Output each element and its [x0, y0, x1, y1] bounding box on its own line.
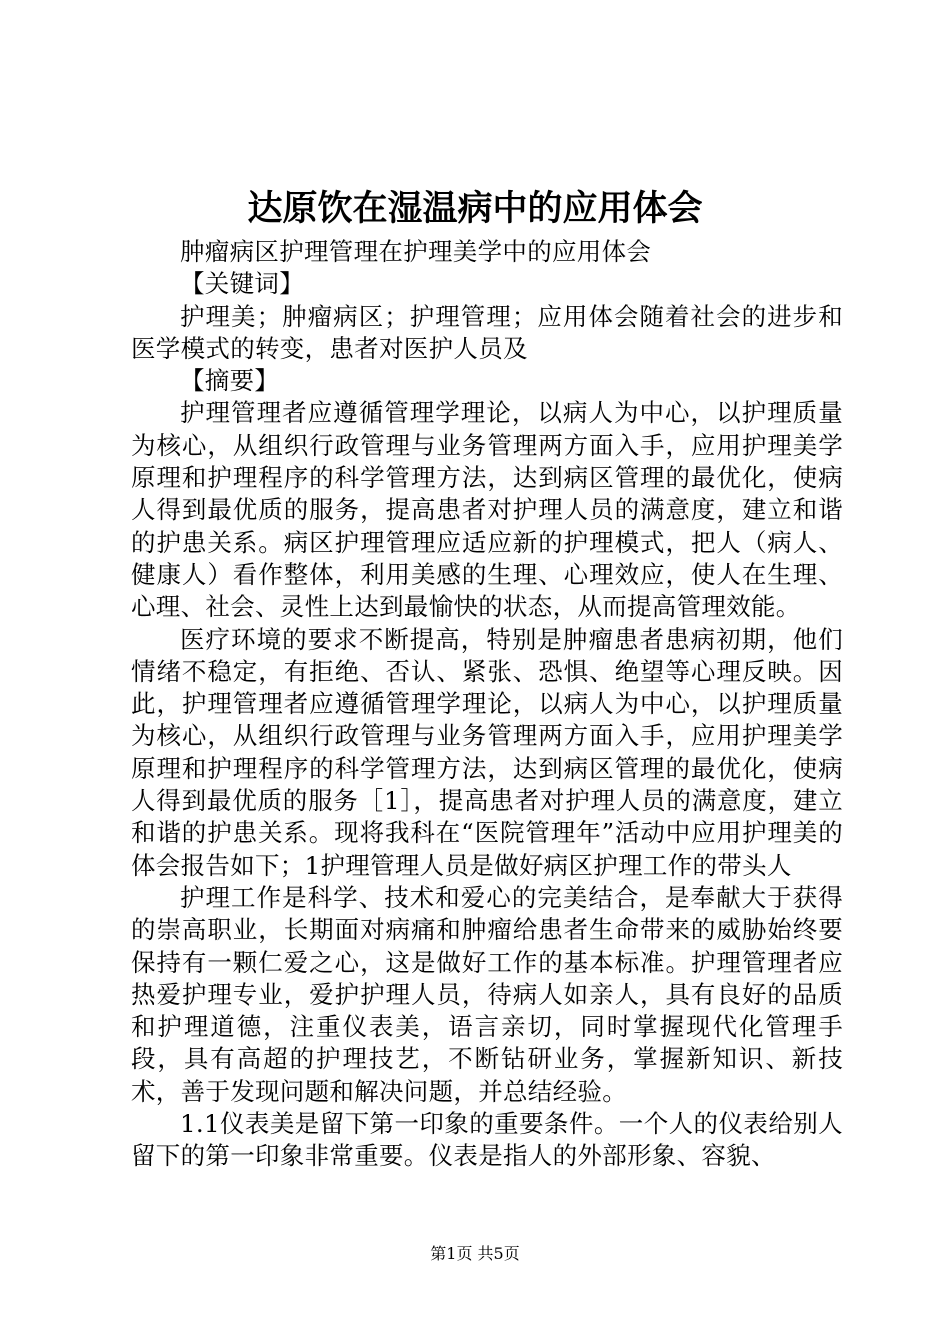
paragraph-body: 1.1仪表美是留下第一印象的重要条件。一个人的仪表给别人留下的第一印象非常重要。仪表是指人的外部形象、容貌、: [131, 1109, 843, 1171]
paragraph-abstract-heading: 【摘要】: [180, 366, 280, 396]
paragraph-body: 医疗环境的要求不断提高，特别是肿瘤患者患病初期，他们情绪不稳定，有拒绝、否认、紧张、恐惧、绝望等心理反映。因此，护理管理者应遵循管理学理论，以病人为中心，以护理质量为核心，从组织行政管理与业务管理两方面入手，应用护理美学原理和护理程序的科学管理方法，达到病区管理的最优化，使病人得到最优质的服务［1］，提高患者对护理人员的满意度，建立和谐的护患关系。现将我科在“医院管理年”活动中应用护理美的体会报告如下；1护理管理人员是做好病区护理工作的带头人: [131, 624, 843, 880]
document-body: [131, 236, 843, 1173]
paragraph-abstract: 护理管理者应遵循管理学理论，以病人为中心，以护理质量为核心，从组织行政管理与业务管理两方面入手，应用护理美学原理和护理程序的科学管理方法，达到病区管理的最优化，使病人得到最优质的服务，提高患者对护理人员的满意度，建立和谐的护患关系。病区护理管理应适应新的护理模式，把人（病人、健康人）看作整体，利用美感的生理、心理效应，使人在生理、心理、社会、灵性上达到最愉快的状态，从而提高管理效能。: [131, 398, 843, 622]
paragraph-keywords: 护理美；肿瘤病区；护理管理；应用体会随着社会的进步和医学模式的转变，患者对医护人员及: [131, 301, 843, 363]
paragraph-keywords-heading: 【关键词】: [180, 269, 304, 299]
paragraph-body: 护理工作是科学、技术和爱心的完美结合，是奉献大于获得的崇高职业，长期面对病痛和肿瘤给患者生命带来的威胁始终要保持有一颗仁爱之心，这是做好工作的基本标准。护理管理者应热爱护理专业，爱护护理人员，待病人如亲人，具有良好的品质和护理道德，注重仪表美，语言亲切，同时掌握现代化管理手段，具有高超的护理技艺，不断钻研业务，掌握新知识、新技术，善于发现问题和解决问题，并总结经验。: [131, 882, 843, 1106]
document-title: 达原饮在湿温病中的应用体会: [247, 188, 703, 229]
page-number-footer: 第1页 共5页: [430, 1244, 520, 1263]
paragraph-subtitle: 肿瘤病区护理管理在护理美学中的应用体会: [180, 237, 652, 266]
